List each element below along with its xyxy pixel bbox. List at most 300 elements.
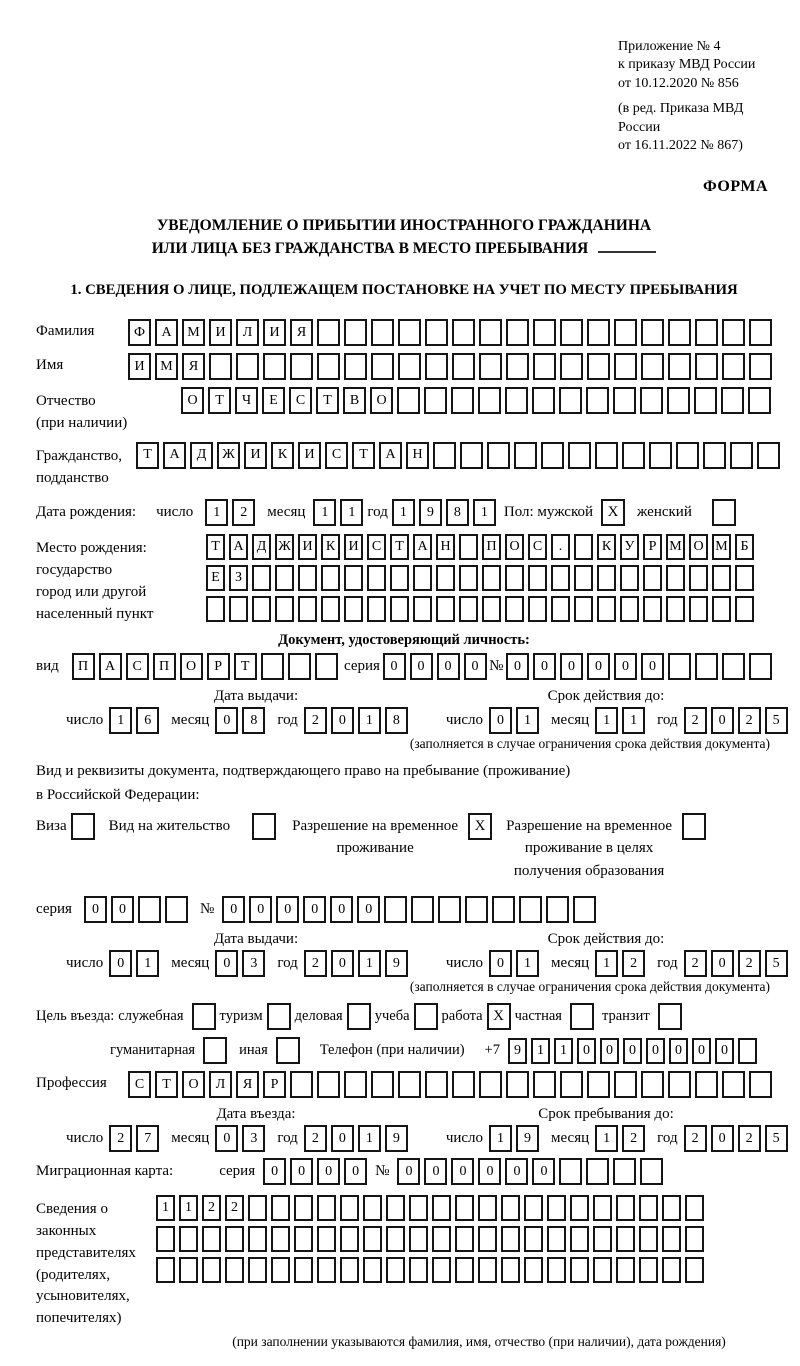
char-cell[interactable] — [749, 653, 772, 680]
char-cell[interactable] — [597, 565, 616, 591]
char-cell[interactable] — [436, 565, 455, 591]
char-cell[interactable] — [532, 387, 555, 414]
char-cell[interactable]: П — [72, 653, 95, 680]
char-cell[interactable]: 0 — [489, 707, 512, 734]
char-cell[interactable]: О — [689, 534, 708, 560]
char-cell[interactable] — [547, 1195, 566, 1221]
char-cell[interactable] — [667, 387, 690, 414]
char-cell[interactable]: 2 — [684, 707, 707, 734]
char-cell[interactable] — [344, 596, 363, 622]
char-cell[interactable]: Т — [155, 1071, 178, 1098]
char-cell[interactable]: К — [597, 534, 616, 560]
char-cell[interactable]: 0 — [276, 896, 299, 923]
char-cell[interactable] — [662, 1195, 681, 1221]
char-cell[interactable]: М — [182, 319, 205, 346]
char-cell[interactable] — [298, 596, 317, 622]
char-cell[interactable] — [749, 319, 772, 346]
char-cell[interactable] — [524, 1257, 543, 1283]
char-cell[interactable] — [317, 1257, 336, 1283]
char-cell[interactable]: 0 — [84, 896, 107, 923]
char-cell[interactable]: 0 — [215, 950, 238, 977]
char-cell[interactable]: И — [344, 534, 363, 560]
char-cell[interactable] — [340, 1226, 359, 1252]
char-cell[interactable] — [179, 1226, 198, 1252]
char-cell[interactable] — [593, 1226, 612, 1252]
char-cell[interactable] — [209, 353, 232, 380]
char-cell[interactable]: 2 — [738, 1125, 761, 1152]
char-cell[interactable] — [649, 442, 672, 469]
char-cell[interactable]: 2 — [232, 499, 255, 526]
char-cell[interactable]: Р — [207, 653, 230, 680]
char-cell[interactable] — [386, 1226, 405, 1252]
char-cell[interactable] — [620, 596, 639, 622]
char-cell[interactable] — [371, 1071, 394, 1098]
char-cell[interactable] — [501, 1226, 520, 1252]
temp-residence-checkbox[interactable]: X — [468, 813, 492, 840]
char-cell[interactable]: 0 — [711, 707, 734, 734]
char-cell[interactable] — [344, 319, 367, 346]
char-cell[interactable] — [570, 1257, 589, 1283]
char-cell[interactable] — [294, 1257, 313, 1283]
char-cell[interactable] — [685, 1195, 704, 1221]
char-cell[interactable] — [506, 319, 529, 346]
char-cell[interactable]: У — [620, 534, 639, 560]
char-cell[interactable] — [735, 565, 754, 591]
char-cell[interactable]: 0 — [215, 707, 238, 734]
char-cell[interactable] — [271, 1257, 290, 1283]
char-cell[interactable] — [202, 1257, 221, 1283]
char-cell[interactable]: 1 — [489, 1125, 512, 1152]
char-cell[interactable] — [398, 1071, 421, 1098]
char-cell[interactable] — [459, 534, 478, 560]
char-cell[interactable] — [452, 1071, 475, 1098]
char-cell[interactable] — [593, 1195, 612, 1221]
char-cell[interactable] — [425, 1071, 448, 1098]
char-cell[interactable]: Т — [206, 534, 225, 560]
char-cell[interactable] — [668, 653, 691, 680]
char-cell[interactable]: 0 — [331, 1125, 354, 1152]
char-cell[interactable] — [317, 319, 340, 346]
char-cell[interactable] — [317, 1226, 336, 1252]
char-cell[interactable] — [413, 565, 432, 591]
char-cell[interactable] — [640, 387, 663, 414]
char-cell[interactable] — [452, 353, 475, 380]
char-cell[interactable] — [695, 319, 718, 346]
char-cell[interactable]: 8 — [385, 707, 408, 734]
char-cell[interactable] — [613, 1158, 636, 1185]
char-cell[interactable] — [722, 353, 745, 380]
char-cell[interactable] — [363, 1226, 382, 1252]
female-checkbox[interactable] — [712, 499, 736, 526]
char-cell[interactable]: Т — [136, 442, 159, 469]
char-cell[interactable] — [225, 1257, 244, 1283]
char-cell[interactable]: 0 — [331, 950, 354, 977]
char-cell[interactable] — [432, 1195, 451, 1221]
char-cell[interactable]: О — [180, 653, 203, 680]
char-cell[interactable] — [622, 442, 645, 469]
char-cell[interactable]: Ч — [235, 387, 258, 414]
char-cell[interactable]: А — [155, 319, 178, 346]
char-cell[interactable] — [560, 319, 583, 346]
char-cell[interactable] — [614, 1071, 637, 1098]
char-cell[interactable]: 5 — [765, 950, 788, 977]
char-cell[interactable]: Ж — [275, 534, 294, 560]
char-cell[interactable] — [695, 1071, 718, 1098]
char-cell[interactable]: П — [153, 653, 176, 680]
char-cell[interactable] — [541, 442, 564, 469]
char-cell[interactable] — [206, 596, 225, 622]
char-cell[interactable] — [479, 353, 502, 380]
char-cell[interactable] — [574, 534, 593, 560]
char-cell[interactable]: 0 — [489, 950, 512, 977]
char-cell[interactable]: С — [367, 534, 386, 560]
char-cell[interactable]: 0 — [330, 896, 353, 923]
char-cell[interactable]: 0 — [290, 1158, 313, 1185]
char-cell[interactable]: 1 — [622, 707, 645, 734]
char-cell[interactable] — [587, 1071, 610, 1098]
char-cell[interactable] — [413, 596, 432, 622]
char-cell[interactable] — [409, 1257, 428, 1283]
char-cell[interactable] — [505, 565, 524, 591]
char-cell[interactable] — [275, 596, 294, 622]
char-cell[interactable] — [573, 896, 596, 923]
char-cell[interactable] — [236, 353, 259, 380]
char-cell[interactable]: 1 — [473, 499, 496, 526]
char-cell[interactable]: 0 — [669, 1038, 688, 1064]
char-cell[interactable] — [386, 1195, 405, 1221]
char-cell[interactable]: М — [155, 353, 178, 380]
char-cell[interactable] — [501, 1195, 520, 1221]
char-cell[interactable]: 2 — [225, 1195, 244, 1221]
char-cell[interactable]: 1 — [531, 1038, 550, 1064]
char-cell[interactable]: Е — [262, 387, 285, 414]
char-cell[interactable] — [616, 1226, 635, 1252]
char-cell[interactable] — [363, 1257, 382, 1283]
char-cell[interactable]: 2 — [738, 950, 761, 977]
char-cell[interactable] — [533, 353, 556, 380]
char-cell[interactable]: 0 — [397, 1158, 420, 1185]
char-cell[interactable]: Т — [316, 387, 339, 414]
char-cell[interactable]: 0 — [344, 1158, 367, 1185]
char-cell[interactable] — [689, 596, 708, 622]
char-cell[interactable]: 1 — [595, 1125, 618, 1152]
char-cell[interactable]: О — [182, 1071, 205, 1098]
purpose-tourism-checkbox[interactable] — [267, 1003, 291, 1030]
char-cell[interactable] — [436, 596, 455, 622]
char-cell[interactable] — [712, 596, 731, 622]
char-cell[interactable]: 0 — [623, 1038, 642, 1064]
char-cell[interactable] — [586, 1158, 609, 1185]
char-cell[interactable] — [528, 596, 547, 622]
char-cell[interactable]: И — [298, 534, 317, 560]
char-cell[interactable] — [390, 596, 409, 622]
char-cell[interactable] — [735, 596, 754, 622]
char-cell[interactable]: 9 — [385, 1125, 408, 1152]
char-cell[interactable] — [639, 1226, 658, 1252]
char-cell[interactable]: 8 — [242, 707, 265, 734]
char-cell[interactable]: 0 — [505, 1158, 528, 1185]
char-cell[interactable] — [613, 387, 636, 414]
char-cell[interactable]: А — [163, 442, 186, 469]
char-cell[interactable]: И — [209, 319, 232, 346]
char-cell[interactable]: И — [128, 353, 151, 380]
char-cell[interactable]: 1 — [358, 950, 381, 977]
char-cell[interactable] — [586, 387, 609, 414]
char-cell[interactable] — [138, 896, 161, 923]
char-cell[interactable]: 0 — [410, 653, 433, 680]
char-cell[interactable] — [156, 1257, 175, 1283]
char-cell[interactable] — [505, 596, 524, 622]
char-cell[interactable] — [574, 565, 593, 591]
char-cell[interactable]: Т — [390, 534, 409, 560]
char-cell[interactable]: 9 — [516, 1125, 539, 1152]
char-cell[interactable] — [666, 596, 685, 622]
char-cell[interactable]: 0 — [533, 653, 556, 680]
char-cell[interactable] — [482, 565, 501, 591]
char-cell[interactable]: М — [666, 534, 685, 560]
char-cell[interactable]: 1 — [595, 707, 618, 734]
char-cell[interactable]: 0 — [263, 1158, 286, 1185]
char-cell[interactable] — [587, 353, 610, 380]
char-cell[interactable] — [570, 1195, 589, 1221]
char-cell[interactable]: 1 — [179, 1195, 198, 1221]
char-cell[interactable] — [367, 596, 386, 622]
char-cell[interactable] — [695, 353, 718, 380]
char-cell[interactable]: Т — [234, 653, 257, 680]
char-cell[interactable] — [487, 442, 510, 469]
char-cell[interactable]: 1 — [358, 1125, 381, 1152]
char-cell[interactable]: А — [99, 653, 122, 680]
char-cell[interactable] — [344, 565, 363, 591]
char-cell[interactable] — [460, 442, 483, 469]
char-cell[interactable] — [478, 1257, 497, 1283]
char-cell[interactable]: 1 — [392, 499, 415, 526]
char-cell[interactable] — [668, 353, 691, 380]
visa-checkbox[interactable] — [71, 813, 95, 840]
char-cell[interactable]: И — [244, 442, 267, 469]
char-cell[interactable]: 1 — [205, 499, 228, 526]
char-cell[interactable] — [424, 387, 447, 414]
char-cell[interactable]: 0 — [383, 653, 406, 680]
char-cell[interactable] — [290, 1071, 313, 1098]
char-cell[interactable] — [478, 1195, 497, 1221]
char-cell[interactable]: 0 — [711, 950, 734, 977]
char-cell[interactable]: О — [370, 387, 393, 414]
char-cell[interactable]: О — [505, 534, 524, 560]
char-cell[interactable]: 0 — [641, 653, 664, 680]
char-cell[interactable] — [738, 1038, 757, 1064]
char-cell[interactable] — [546, 896, 569, 923]
char-cell[interactable] — [694, 387, 717, 414]
char-cell[interactable] — [165, 896, 188, 923]
char-cell[interactable] — [547, 1257, 566, 1283]
char-cell[interactable] — [409, 1195, 428, 1221]
char-cell[interactable]: 0 — [451, 1158, 474, 1185]
char-cell[interactable] — [595, 442, 618, 469]
char-cell[interactable]: 0 — [249, 896, 272, 923]
char-cell[interactable] — [452, 319, 475, 346]
char-cell[interactable] — [641, 319, 664, 346]
char-cell[interactable] — [455, 1226, 474, 1252]
char-cell[interactable] — [641, 353, 664, 380]
char-cell[interactable]: 9 — [419, 499, 442, 526]
char-cell[interactable] — [371, 353, 394, 380]
char-cell[interactable] — [229, 596, 248, 622]
char-cell[interactable] — [703, 442, 726, 469]
char-cell[interactable] — [482, 596, 501, 622]
char-cell[interactable]: И — [298, 442, 321, 469]
char-cell[interactable] — [317, 1195, 336, 1221]
char-cell[interactable]: 7 — [136, 1125, 159, 1152]
char-cell[interactable] — [721, 387, 744, 414]
char-cell[interactable] — [298, 565, 317, 591]
char-cell[interactable] — [371, 319, 394, 346]
char-cell[interactable]: Д — [252, 534, 271, 560]
purpose-humanitarian-checkbox[interactable] — [203, 1037, 227, 1064]
char-cell[interactable]: С — [325, 442, 348, 469]
char-cell[interactable]: 0 — [646, 1038, 665, 1064]
char-cell[interactable]: 2 — [622, 1125, 645, 1152]
char-cell[interactable]: Ж — [217, 442, 240, 469]
char-cell[interactable]: 0 — [437, 653, 460, 680]
char-cell[interactable] — [685, 1257, 704, 1283]
char-cell[interactable] — [568, 442, 591, 469]
char-cell[interactable] — [156, 1226, 175, 1252]
char-cell[interactable] — [506, 353, 529, 380]
char-cell[interactable] — [528, 565, 547, 591]
purpose-work-checkbox[interactable]: X — [487, 1003, 511, 1030]
char-cell[interactable] — [288, 653, 311, 680]
char-cell[interactable] — [614, 319, 637, 346]
char-cell[interactable] — [455, 1257, 474, 1283]
char-cell[interactable] — [271, 1226, 290, 1252]
char-cell[interactable] — [340, 1257, 359, 1283]
char-cell[interactable]: 0 — [587, 653, 610, 680]
char-cell[interactable] — [501, 1257, 520, 1283]
char-cell[interactable] — [340, 1195, 359, 1221]
char-cell[interactable] — [730, 442, 753, 469]
char-cell[interactable]: Ф — [128, 319, 151, 346]
char-cell[interactable]: 0 — [506, 653, 529, 680]
char-cell[interactable] — [479, 319, 502, 346]
char-cell[interactable]: Л — [209, 1071, 232, 1098]
char-cell[interactable] — [459, 596, 478, 622]
char-cell[interactable] — [432, 1257, 451, 1283]
char-cell[interactable]: 1 — [136, 950, 159, 977]
char-cell[interactable] — [479, 1071, 502, 1098]
char-cell[interactable] — [248, 1226, 267, 1252]
char-cell[interactable] — [505, 387, 528, 414]
char-cell[interactable] — [712, 565, 731, 591]
char-cell[interactable] — [179, 1257, 198, 1283]
char-cell[interactable]: Н — [406, 442, 429, 469]
temp-residence-edu-checkbox[interactable] — [682, 813, 706, 840]
char-cell[interactable] — [547, 1226, 566, 1252]
char-cell[interactable] — [506, 1071, 529, 1098]
char-cell[interactable] — [524, 1226, 543, 1252]
char-cell[interactable]: Р — [643, 534, 662, 560]
char-cell[interactable] — [459, 565, 478, 591]
char-cell[interactable] — [363, 1195, 382, 1221]
char-cell[interactable] — [641, 1071, 664, 1098]
char-cell[interactable]: Е — [206, 565, 225, 591]
char-cell[interactable]: 0 — [331, 707, 354, 734]
char-cell[interactable]: 5 — [765, 1125, 788, 1152]
char-cell[interactable] — [294, 1195, 313, 1221]
char-cell[interactable] — [315, 653, 338, 680]
char-cell[interactable] — [643, 596, 662, 622]
char-cell[interactable] — [398, 319, 421, 346]
char-cell[interactable]: 1 — [358, 707, 381, 734]
char-cell[interactable] — [478, 387, 501, 414]
char-cell[interactable] — [524, 1195, 543, 1221]
char-cell[interactable] — [639, 1195, 658, 1221]
char-cell[interactable] — [587, 319, 610, 346]
char-cell[interactable] — [748, 387, 771, 414]
char-cell[interactable] — [574, 596, 593, 622]
char-cell[interactable]: 2 — [738, 707, 761, 734]
char-cell[interactable]: З — [229, 565, 248, 591]
residence-permit-checkbox[interactable] — [252, 813, 276, 840]
char-cell[interactable]: 0 — [424, 1158, 447, 1185]
char-cell[interactable] — [749, 1071, 772, 1098]
char-cell[interactable]: 1 — [516, 950, 539, 977]
char-cell[interactable]: 0 — [111, 896, 134, 923]
char-cell[interactable] — [398, 353, 421, 380]
char-cell[interactable]: 0 — [303, 896, 326, 923]
char-cell[interactable] — [478, 1226, 497, 1252]
char-cell[interactable]: 1 — [313, 499, 336, 526]
char-cell[interactable]: Т — [208, 387, 231, 414]
char-cell[interactable]: Я — [236, 1071, 259, 1098]
char-cell[interactable] — [465, 896, 488, 923]
char-cell[interactable]: П — [482, 534, 501, 560]
char-cell[interactable]: О — [181, 387, 204, 414]
char-cell[interactable] — [643, 565, 662, 591]
char-cell[interactable]: 3 — [242, 1125, 265, 1152]
char-cell[interactable]: А — [229, 534, 248, 560]
char-cell[interactable] — [640, 1158, 663, 1185]
char-cell[interactable] — [397, 387, 420, 414]
char-cell[interactable]: В — [343, 387, 366, 414]
char-cell[interactable]: 8 — [446, 499, 469, 526]
char-cell[interactable]: 0 — [715, 1038, 734, 1064]
char-cell[interactable] — [432, 1226, 451, 1252]
char-cell[interactable] — [390, 565, 409, 591]
char-cell[interactable]: Т — [352, 442, 375, 469]
char-cell[interactable] — [275, 565, 294, 591]
char-cell[interactable]: С — [128, 1071, 151, 1098]
male-checkbox[interactable]: X — [601, 499, 625, 526]
char-cell[interactable]: М — [712, 534, 731, 560]
char-cell[interactable]: 0 — [532, 1158, 555, 1185]
char-cell[interactable] — [570, 1226, 589, 1252]
char-cell[interactable]: 2 — [202, 1195, 221, 1221]
char-cell[interactable]: 3 — [242, 950, 265, 977]
char-cell[interactable] — [620, 565, 639, 591]
char-cell[interactable]: 2 — [304, 950, 327, 977]
char-cell[interactable]: 2 — [304, 707, 327, 734]
char-cell[interactable]: 0 — [317, 1158, 340, 1185]
char-cell[interactable]: Б — [735, 534, 754, 560]
char-cell[interactable]: 0 — [478, 1158, 501, 1185]
char-cell[interactable]: 5 — [765, 707, 788, 734]
char-cell[interactable] — [668, 1071, 691, 1098]
char-cell[interactable] — [695, 653, 718, 680]
char-cell[interactable] — [411, 896, 434, 923]
char-cell[interactable] — [689, 565, 708, 591]
char-cell[interactable] — [492, 896, 515, 923]
